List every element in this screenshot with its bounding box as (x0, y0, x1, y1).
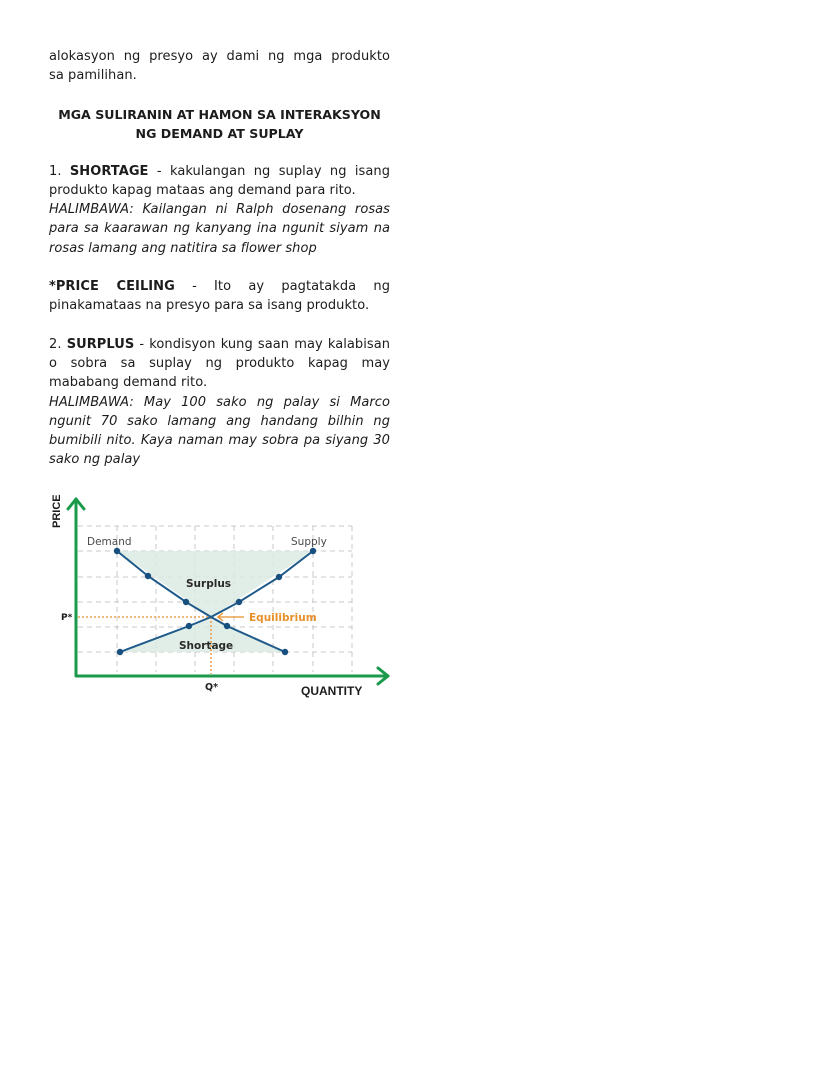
shortage-label: Shortage (179, 640, 234, 652)
intro-text-line-1: alokasyon ng presyo ay dami ng mga produkto (49, 49, 390, 64)
surplus-term: SURPLUS (66, 336, 135, 352)
shortage-definition-text: - kakulangan ng suplay ng isang produkto kapag mataas ang demand para rito. (49, 163, 390, 198)
surplus-label: Surplus (186, 578, 232, 590)
x-axis-label: QUANTITY (301, 684, 363, 698)
shortage-example: HALIMBAWA: Kailangan ni Ralph dosenang rosas para sa kaarawan ng kanyang ina ngunit siyam na rosas lamang ang natitira sa flower shop (49, 202, 390, 256)
q-star-label: Q* (205, 682, 219, 693)
document-page (49, 47, 390, 470)
surplus-number: 2. (49, 336, 62, 352)
price-ceiling-definition (49, 277, 390, 316)
price-ceiling-term: *PRICE CEILING (49, 279, 175, 295)
p-star-label: P* (61, 613, 73, 623)
section-heading-line-1: MGA SULIRANIN AT HAMON SA INTERAKSYON (58, 106, 381, 122)
demand-label: Demand (87, 536, 132, 548)
y-axis-label: PRICE (51, 494, 63, 528)
equilibrium-arrow-icon (218, 613, 244, 621)
intro-text-line-2: sa pamilihan. (49, 68, 137, 84)
supply-demand-chart (40, 488, 400, 703)
surplus-definition-text: - kondisyon kung saan may kalabisan o sobra sa suplay ng produkto kapag may mababang demand rito. (49, 336, 391, 391)
section-heading-line-2: NG DEMAND AT SUPLAY (135, 125, 304, 141)
surplus-example: HALIMBAWA: May 100 sako ng palay si Marco ngunit 70 sako lamang ang handang bilhin ng bumibili nito. Kaya naman may sobra pa siyang 30 sako ng palay (49, 394, 390, 468)
shortage-number: 1. (49, 163, 62, 179)
shortage-definition (49, 162, 390, 201)
surplus-definition (49, 335, 390, 393)
equilibrium-label: Equilibrium (249, 612, 317, 624)
price-ceiling-definition-text: - Ito ay pagtatakda ng pinakamataas na presyo para sa isang produkto. (49, 279, 391, 314)
supply-label: Supply (291, 536, 327, 548)
section-heading (49, 105, 390, 143)
shortage-term: SHORTAGE (69, 163, 149, 179)
